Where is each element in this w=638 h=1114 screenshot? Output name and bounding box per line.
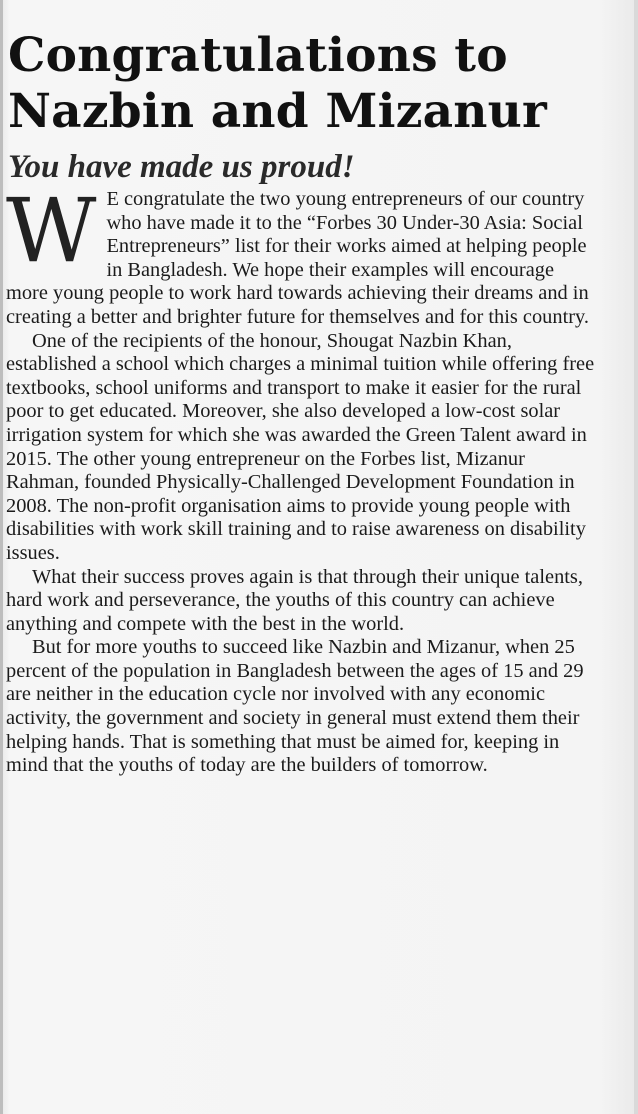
paragraph-3: What their success proves again is that through their unique talents, hard work and perseverance, the youths of this country can achieve anything and compete with the best in the world.	[6, 565, 583, 635]
paragraph-1-text: E congratulate the two young entrepreneurs of our country who have made it to the “Forbes 30 Under-30 Asia: Social Entrepreneurs” list for their works aimed at helping people in Bangladesh. We hope their examples will encourage more young people to work hard towards achieving their dreams and in creating a better and brighter future for themselves and for this country.	[6, 188, 589, 328]
paragraph-1	[6, 179, 598, 330]
article-headline	[8, 28, 598, 140]
article-subheadline: You have made us proud!	[8, 149, 355, 185]
left-column-rule	[0, 0, 3, 1114]
article-body	[6, 179, 598, 778]
right-page-edge	[634, 0, 638, 1114]
drop-cap: W	[6, 179, 97, 282]
editorial-article	[6, 0, 598, 778]
paragraph-4: But for more youths to succeed like Nazbin and Mizanur, when 25 percent of the population in Bangladesh between the ages of 15 and 29 are neither in the education cycle nor involved with any economic activity, the government and society in general must extend them their helping hands. That is something that must be aimed for, keeping in mind that the youths of today are the builders of tomorrow.	[6, 636, 584, 777]
headline-line-2: Nazbin and Mizanur	[8, 84, 547, 139]
paragraph-2: One of the recipients of the honour, Shougat Nazbin Khan, established a school which charges a minimal tuition while offering free textbooks, school uniforms and transport to make it easier for the rural poor to get educated. Moreover, she also developed a low-cost solar irrigation system for which she was awarded the Green Talent award in 2015. The other young entrepreneur on the Forbes list, Mizanur Rahman, founded Physically-Challenged Development Foundation in 2008. The non-profit organisation aims to provide young people with disabilities with work skill training and to raise awareness on disability issues.	[6, 329, 595, 564]
headline-line-1: Congratulations to	[8, 28, 508, 83]
